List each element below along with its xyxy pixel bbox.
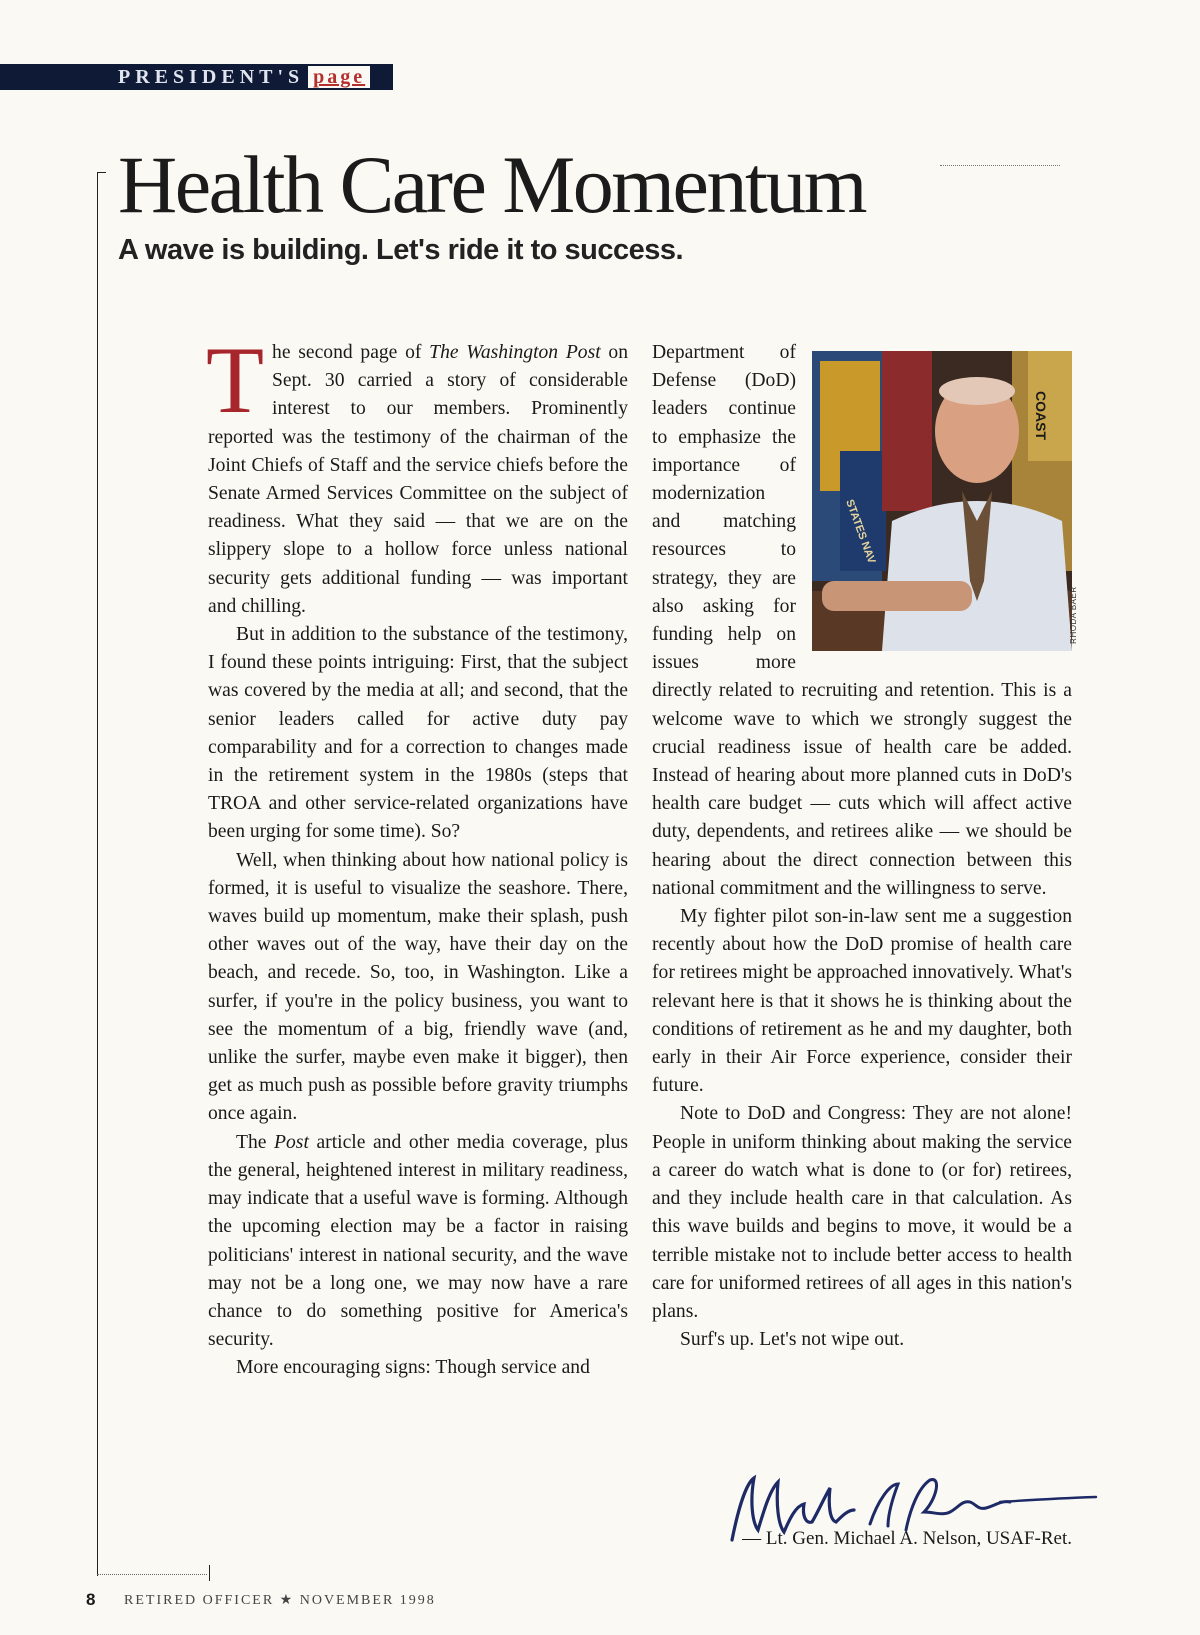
- article-paragraph-text: Department of Defense (DoD) leaders continue to emphasize the importance of modernization and matching resources to strategy, they are also asking for funding help on issues more directly related to recruiting and retention. This is a welcome wave to which we strongly suggest the crucial readiness issue of health care be added. Instead of hearing about more planned cuts in DoD's health care budget — cuts which will affect active duty, dependents, and retirees alike — we should be hearing about the direct connection between this national commitment and the willingness to serve.: [652, 342, 1072, 899]
- page-number: 8: [86, 1590, 96, 1609]
- article-paragraph: My fighter pilot son-in-law sent me a suggestion recently about how the DoD promise of health care for retirees might be approached innovatively. What's relevant here is that it shows he is thinking about the conditions of retirement as he and my daughter, both early in their Air Force experience, consider their future.: [652, 906, 1072, 1097]
- author-photo: [812, 351, 1072, 651]
- flag-text-coast: COAST: [1033, 391, 1049, 440]
- author-photo-frame: [812, 351, 1078, 651]
- article-paragraph: [652, 339, 1078, 903]
- section-label-president: PRESIDENT'S: [118, 66, 305, 88]
- title-dotted-rule: [940, 165, 1060, 166]
- article-paragraph: Note to DoD and Congress: They are not alone! People in uniform thinking about making the service a career do watch what is done to (or for) retirees, and they include health care in that calculation. As this wave builds and begins to move, it would be a terrible mistake not to include better access to health care for uniformed retirees of all ages in this nation's plans.: [652, 1103, 1072, 1322]
- paragraph-text: More encouraging signs: Though service and: [236, 1357, 590, 1379]
- article-paragraph: [208, 1354, 628, 1382]
- article-paragraph: [206, 327, 628, 621]
- section-label-page: page: [308, 66, 370, 88]
- section-label: [118, 64, 370, 90]
- paragraph-text: The: [236, 1131, 275, 1153]
- paragraph-text: he second page of: [272, 342, 430, 363]
- bottom-rule-tick: [209, 1565, 210, 1581]
- author-byline: — Lt. Gen. Michael A. Nelson, USAF-Ret.: [742, 1528, 1072, 1549]
- article-paragraph: Surf's up. Let's not wipe out.: [680, 1329, 905, 1351]
- left-margin-rule: [97, 172, 98, 1576]
- left-rule-tick: [97, 172, 106, 173]
- paragraph-text: Well, when thinking about how national policy is formed, it is useful to visualize the seashore. There, waves build up momentum, make their splash, push other waves out of the way, have their day on the beach, and recede. So, too, in Washington. Like a surfer, if you're in the policy business, you want to see the momentum of a big, friendly wave (and, unlike the surfer, maybe even make it bigger), then get as much push as possible before gravity triumphs once again.: [208, 849, 628, 1125]
- flag-text-states-nav: STATES NAV: [843, 497, 878, 566]
- article-paragraph: [208, 1129, 628, 1355]
- paragraph-text: But in addition to the substance of the testimony, I found these points intriguing: First, that the subject was covered by the media at all; and second, that the senior leaders called for active duty pay comparability and for a correction to changes made in the retirement system in the 1980s (steps that TROA and other service-related organizations have been urging for some time). So?: [208, 624, 628, 843]
- photo-credit: RHODA BAER: [1068, 586, 1078, 644]
- paragraph-text: article and other media coverage, plus the general, heightened interest in military readiness, may indicate that a useful wave is forming. Although the upcoming election may be a factor in raising politicians' interest in national security, and the wave may not be a long one, we may now have a rare chance to do something positive for America's security.: [208, 1131, 628, 1351]
- article-title: Health Care Momentum: [118, 139, 866, 230]
- italic-text: The Washington Post: [429, 342, 601, 363]
- italic-text: Post: [274, 1131, 309, 1153]
- publication-footer: RETIRED OFFICER ★ NOVEMBER 1998: [124, 1593, 436, 1608]
- article-column-right: [652, 339, 1078, 1354]
- article-column-left: [206, 327, 628, 1383]
- paragraph-text: on Sept. 30 carried a story of considerable interest to our members. Prominently reported was the testimony of the chairman of the Joint Chiefs of Staff and the service chiefs before the Senate Armed Services Committee on the subject of readiness. What they said — that we are on the slippery slope to a hollow force unless national security gets additional funding — was important and chilling.: [208, 342, 628, 617]
- article-subtitle: A wave is building. Let's ride it to success.: [118, 234, 684, 266]
- drop-cap: T: [206, 327, 265, 433]
- bottom-dotted-rule: [97, 1574, 207, 1575]
- article-paragraph: [208, 621, 628, 847]
- article-paragraph: [208, 847, 628, 1129]
